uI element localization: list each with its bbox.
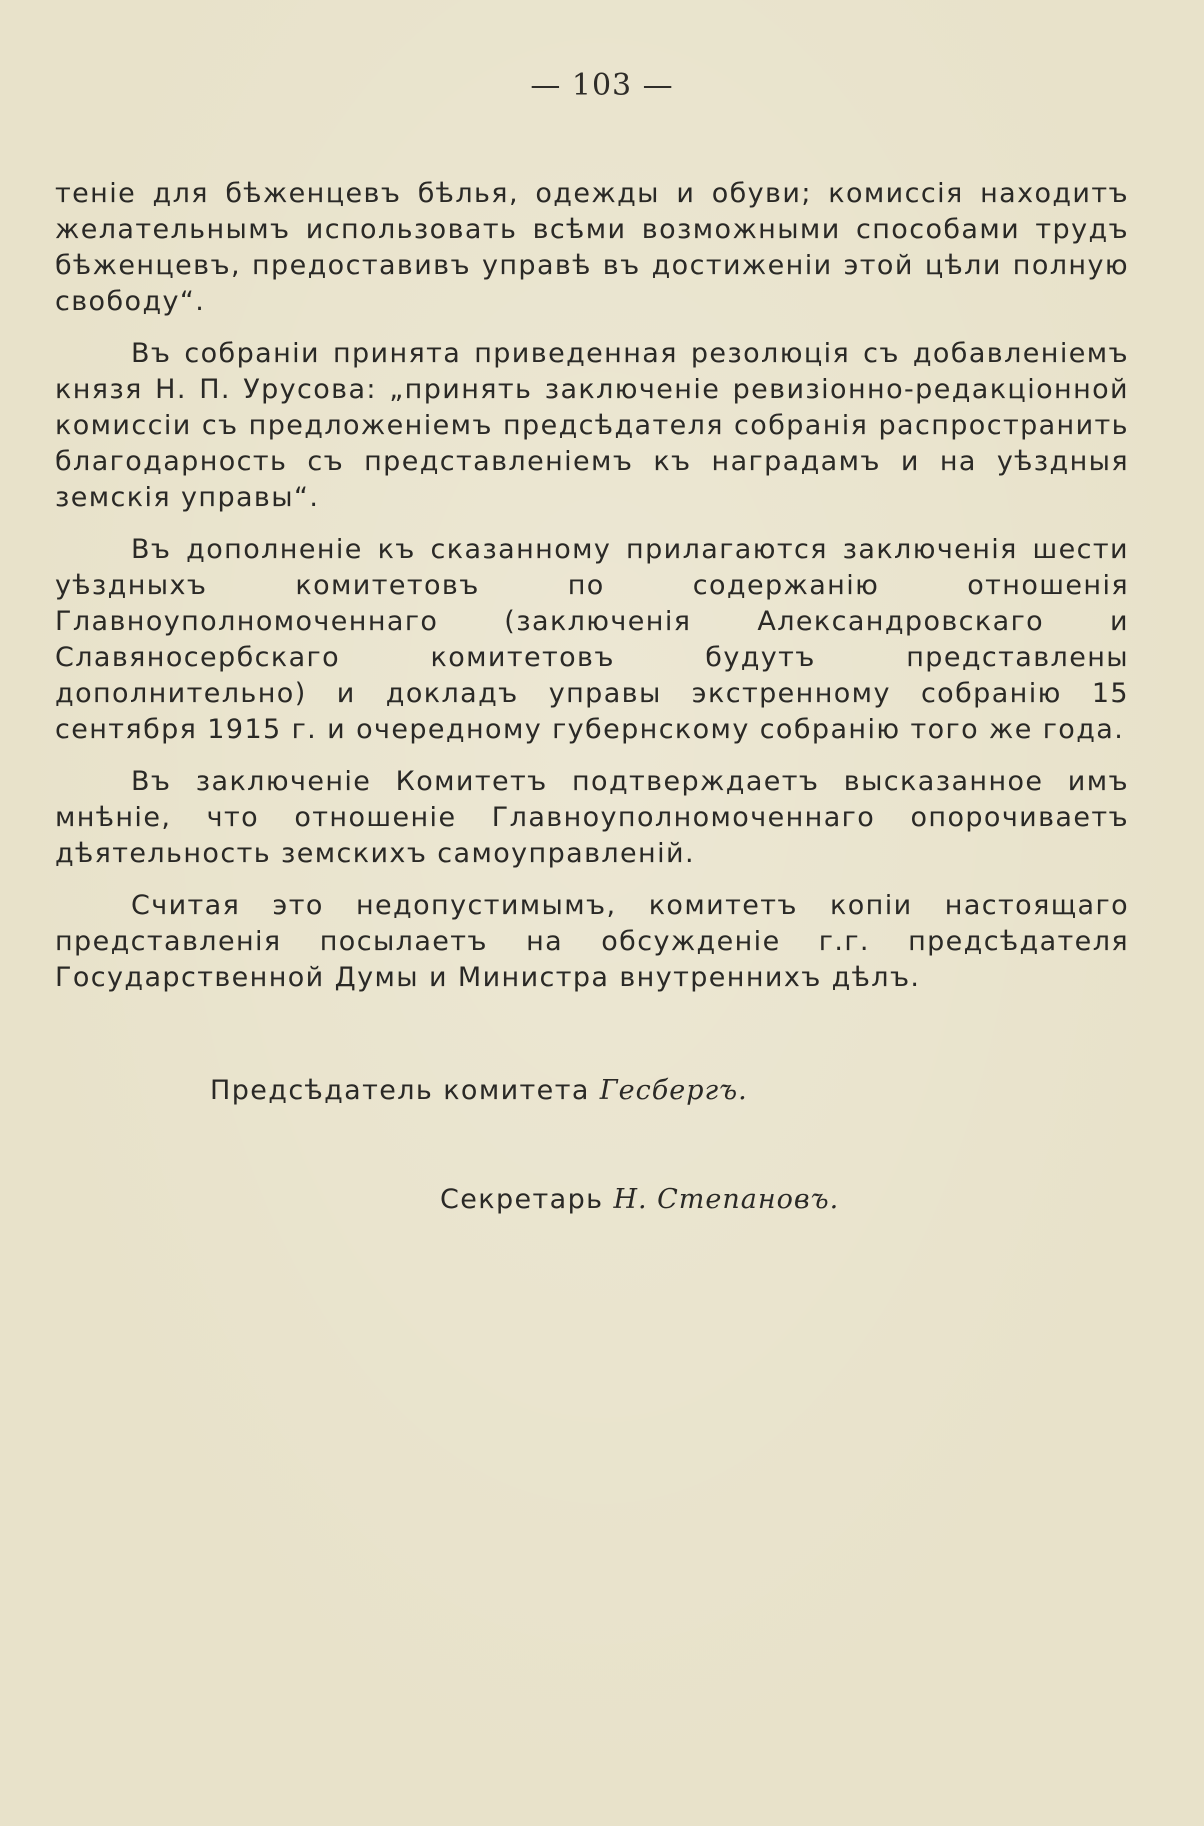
page-number: — 103 — — [530, 68, 674, 103]
secretary-signature — [440, 1184, 839, 1215]
chairman-signature — [210, 1075, 748, 1106]
chairman-name: Гесбергъ. — [599, 1075, 748, 1106]
paragraph-resolution: Въ собраніи принята приведенная резолюція съ добавленіемъ князя Н. П. Урусова: „принять заключеніе ревизіонно-редакціонной комиссіи съ предложеніемъ предсѣдателя собранія распространить благодарность съ представленіемъ къ наградамъ и на уѣздныя земскія управы“. — [55, 338, 1129, 513]
paragraph-copies: Считая это недопустимымъ, комитетъ копіи настоящаго представленія посылаетъ на обсужденіе г.г. предсѣдателя Государственной Думы и Министра внутреннихъ дѣлъ. — [55, 890, 1129, 993]
secretary-name: Н. Степановъ. — [613, 1184, 840, 1215]
paragraph-conclusion: Въ заключеніе Комитетъ подтверждаетъ высказанное имъ мнѣніе, что отношеніе Главноуполномоченнаго опорочиваетъ дѣятельность земскихъ самоуправленій. — [55, 766, 1129, 869]
body-text — [55, 176, 1129, 1012]
chairman-title: Предсѣдатель комитета — [210, 1075, 590, 1106]
secretary-title: Секретарь — [440, 1184, 604, 1215]
paragraph-attachments: Въ дополненіе къ сказанному прилагаются заключенія шести уѣздныхъ комитетовъ по содержанію отношенія Главноуполномоченнаго (заключенія Александровскаго и Славяносербскаго комитетовъ будутъ представлены дополнительно) и докладъ управы экстренному собранію 15 сентября 1915 г. и очередному губернскому собранію того же года. — [55, 534, 1129, 745]
paragraph-continuation: теніе для бѣженцевъ бѣлья, одежды и обуви; комиссія находитъ желательнымъ использовать всѣми возможными способами трудъ бѣженцевъ, предоставивъ управѣ въ достиженіи этой цѣли полную свободу“. — [55, 178, 1129, 317]
